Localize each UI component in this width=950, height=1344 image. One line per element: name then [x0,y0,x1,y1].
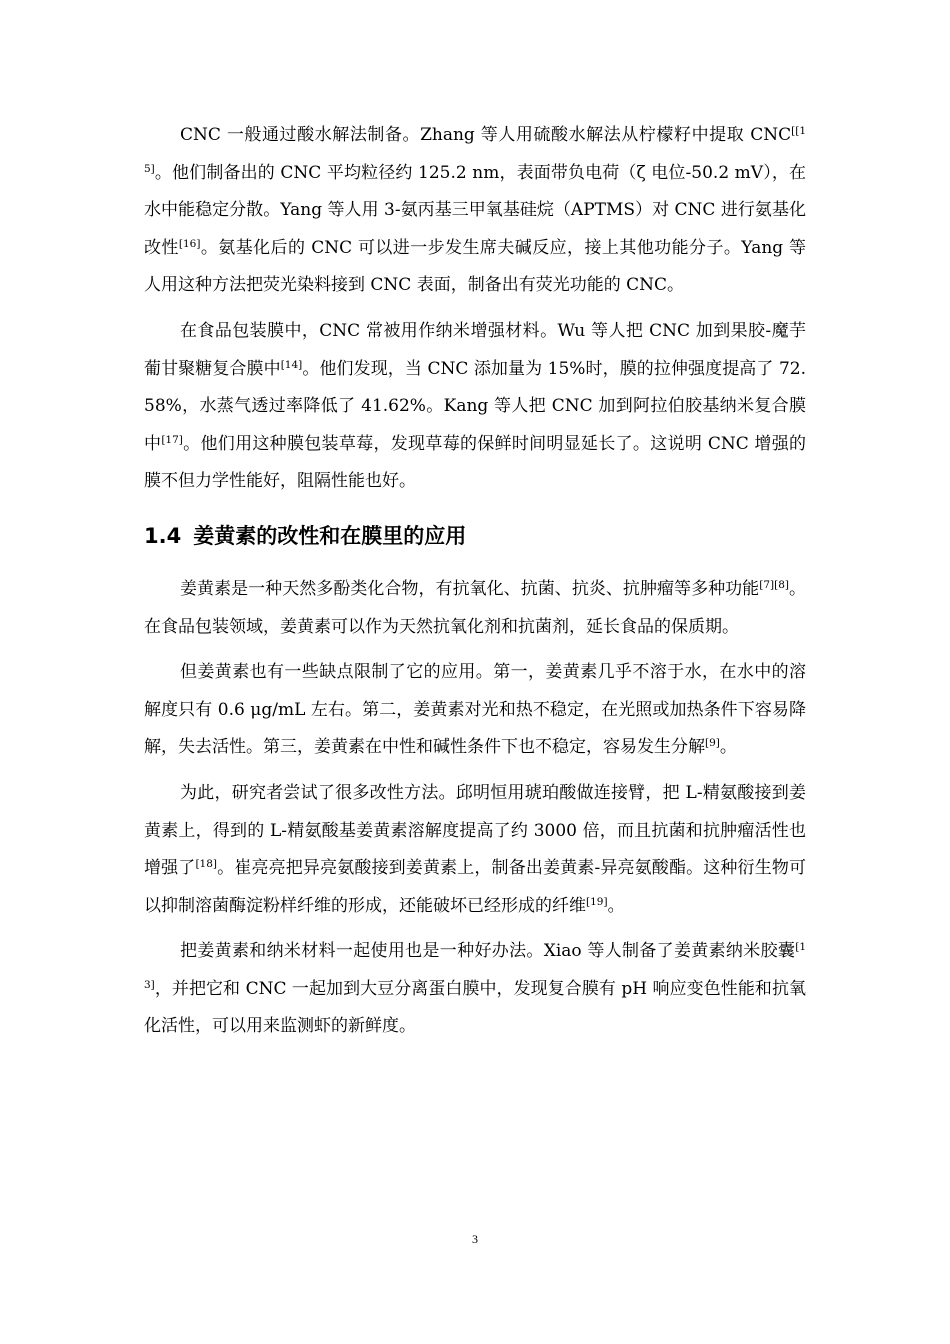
paragraph-cnc-packaging [144,313,806,501]
paragraph-curcumin-modification [144,775,806,925]
text-run: 。崔亮亮把异亮氨酸接到姜黄素上，制备出姜黄素-异亮氨酸酯。这种衍生物可以抑制溶菌酶淀粉样纤维的形成，还能破坏已经形成的纤维 [144,858,806,916]
citation: [[15] [144,125,806,175]
citation: [18] [195,858,218,871]
citation: [13] [144,941,806,991]
text-run: 为此，研究者尝试了很多改性方法。邱明恒用琥珀酸做连接臂，把 L-精氨酸接到姜黄素上，得到的 L-精氨酸基姜黄素溶解度提高了约 3000 倍，而且抗菌和抗肿瘤活性也增强了 [144,782,806,879]
citation: [16] [178,237,201,250]
citation: [7][8] [759,578,789,591]
paragraph-curcumin-nano [144,933,806,1046]
text-run: 但姜黄素也有一些缺点限制了它的应用。第一，姜黄素几乎不溶于水，在水中的溶解度只有 0.6 μg/mL 左右。第二，姜黄素对光和热不稳定，在光照或加热条件下容易降解，失去活性。第三，姜黄素在中性和碱性条件下也不稳定，容易发生分解 [144,662,806,758]
paragraph-cnc-preparation [144,117,806,305]
text-run: 在食品包装膜中，CNC 常被用作纳米增强材料。Wu 等人把 CNC 加到果胶-魔芋葡甘聚糖复合膜中 [144,320,806,379]
text-run: CNC 一般通过酸水解法制备。Zhang 等人用硫酸水解法从柠檬籽中提取 CNC [180,125,792,145]
text-run: 。他们制备出的 CNC 平均粒径约 125.2 nm，表面带负电荷（ζ 电位-50.2 mV），在水中能稳定分散。Yang 等人用 3-氨丙基三甲氧基硅烷（APTMS）对 CNC 进行氨基化改性 [144,162,806,258]
citation: [9] [705,737,720,750]
section-title: 姜黄素的改性和在膜里的应用 [193,523,467,548]
text-run: 把姜黄素和纳米材料一起使用也是一种好办法。Xiao 等人制备了姜黄素纳米胶囊 [180,941,796,962]
section-heading [144,521,806,551]
paragraph-curcumin-drawbacks [144,654,806,767]
section-number: 1.4 [144,523,182,548]
paragraph-curcumin-intro [144,571,806,646]
citation: [19] [586,895,608,908]
text-run: 。他们用这种膜包装草莓，发现草莓的保鲜时间明显延长了。这说明 CNC 增强的膜不但力学性能好，阻隔性能也好。 [144,433,807,492]
citation: [14] [280,358,303,371]
text-run: 。他们发现，当 CNC 添加量为 15%时，膜的拉伸强度提高了 72.58%，水蒸气透过率降低了 41.62%。Kang 等人把 CNC 加到阿拉伯胶基纳米复合膜中 [144,358,807,454]
page-number: 3 [472,1232,478,1246]
text-run: 。 [719,737,737,758]
text-run: 。氨基化后的 CNC 可以进一步发生席夫碱反应，接上其他功能分子。Yang 等人用这种方法把荧光染料接到 CNC 表面，制备出有荧光功能的 CNC。 [144,237,806,296]
text-run: 。 [607,895,625,916]
body-text [144,117,806,1054]
text-run: ，并把它和 CNC 一起加到大豆分离蛋白膜中，发现复合膜有 pH 响应变色性能和抗氧化活性，可以用来监测虾的新鲜度。 [144,978,806,1037]
citation: [17] [161,433,183,446]
text-run: 姜黄素是一种天然多酚类化合物，有抗氧化、抗菌、抗炎、抗肿瘤等多种功能 [180,578,760,599]
text-run: 。在食品包装领域，姜黄素可以作为天然抗氧化剂和抗菌剂，延长食品的保质期。 [144,578,807,637]
